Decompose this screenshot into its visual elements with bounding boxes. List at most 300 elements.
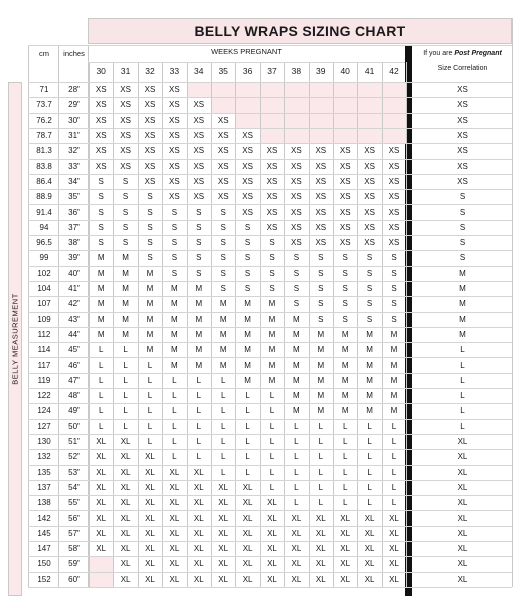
size-cell: S bbox=[269, 238, 275, 248]
grid-vline bbox=[28, 45, 29, 587]
post-header-emph: Post Pregnant bbox=[454, 50, 502, 57]
post-size-cell: L bbox=[460, 360, 465, 370]
size-cell bbox=[235, 113, 259, 128]
size-cell: M bbox=[268, 375, 276, 385]
size-cell: XS bbox=[217, 176, 229, 186]
size-cell: XS bbox=[315, 176, 327, 186]
size-cell: XS bbox=[364, 238, 375, 248]
grid-vline bbox=[162, 62, 163, 587]
size-cell: XL bbox=[193, 513, 204, 523]
size-cell: L bbox=[245, 452, 250, 462]
size-cell: XL bbox=[389, 559, 399, 569]
post-size-cell: M bbox=[459, 284, 466, 294]
grid-hline bbox=[88, 62, 405, 63]
size-cell: L bbox=[269, 482, 275, 492]
size-cell: L bbox=[294, 452, 299, 462]
size-cell: M bbox=[390, 406, 398, 416]
size-cell: XL bbox=[120, 482, 131, 492]
size-cell: M bbox=[390, 391, 398, 401]
post-size-cell: S bbox=[459, 207, 466, 217]
size-cell: L bbox=[294, 498, 299, 508]
size-cell: XL bbox=[145, 452, 155, 462]
size-cell: XS bbox=[364, 146, 375, 156]
grid-hline bbox=[28, 587, 512, 588]
size-cell: L bbox=[367, 421, 372, 431]
size-cell: XS bbox=[266, 146, 278, 156]
size-cell: XS bbox=[291, 161, 302, 171]
size-cell: S bbox=[244, 268, 251, 278]
grid-hline bbox=[28, 572, 512, 573]
size-cell: L bbox=[367, 452, 372, 462]
size-cell: M bbox=[244, 345, 251, 355]
size-cell: L bbox=[269, 437, 275, 447]
size-cell: S bbox=[98, 176, 104, 186]
size-cell: S bbox=[171, 207, 178, 217]
size-cell: M bbox=[97, 268, 105, 278]
size-cell: M bbox=[293, 391, 300, 401]
size-cell: XS bbox=[388, 176, 400, 186]
size-cell: S bbox=[366, 268, 373, 278]
size-cell: M bbox=[366, 375, 373, 385]
size-cell: XS bbox=[266, 176, 278, 186]
grid-hline bbox=[28, 235, 512, 236]
size-cell: S bbox=[196, 268, 202, 278]
size-cell: S bbox=[318, 299, 324, 309]
size-cell: XS bbox=[120, 100, 131, 110]
post-size-cell: XL bbox=[457, 559, 468, 569]
size-cell: M bbox=[293, 375, 300, 385]
size-cell: S bbox=[196, 238, 202, 248]
size-cell: XL bbox=[145, 574, 155, 584]
size-cell: M bbox=[341, 329, 349, 339]
size-cell: XS bbox=[95, 100, 107, 110]
size-cell: L bbox=[367, 467, 372, 477]
cm-cell: 102 bbox=[37, 268, 51, 278]
size-cell: M bbox=[195, 360, 203, 370]
inches-cell: 48" bbox=[68, 391, 80, 401]
size-cell: M bbox=[171, 284, 178, 294]
inches-cell: 41" bbox=[68, 284, 80, 294]
size-cell: XL bbox=[291, 559, 302, 569]
grid-hline bbox=[28, 465, 512, 466]
inches-cell: 60" bbox=[68, 574, 80, 584]
size-cell: M bbox=[293, 329, 300, 339]
cm-cell: 127 bbox=[37, 421, 51, 431]
size-cell: XS bbox=[144, 85, 156, 95]
size-cell: XL bbox=[218, 513, 229, 523]
size-cell: XS bbox=[95, 146, 107, 156]
size-cell: XL bbox=[242, 528, 253, 538]
size-cell: S bbox=[293, 299, 300, 309]
size-cell: XL bbox=[242, 559, 253, 569]
size-cell: XS bbox=[144, 100, 156, 110]
size-cell: XS bbox=[291, 207, 302, 217]
size-cell: M bbox=[195, 345, 203, 355]
side-label: BELLY MEASUREMENT bbox=[10, 293, 20, 385]
week-header: 40 bbox=[340, 66, 350, 76]
size-cell: L bbox=[342, 498, 348, 508]
cm-cell: 117 bbox=[37, 360, 51, 370]
inches-cell: 33" bbox=[68, 161, 80, 171]
size-cell: S bbox=[220, 253, 226, 263]
size-cell: XL bbox=[218, 574, 229, 584]
size-cell: XL bbox=[193, 467, 204, 477]
size-cell: XS bbox=[120, 85, 131, 95]
size-cell: XS bbox=[242, 131, 253, 141]
post-size-cell: XS bbox=[457, 161, 468, 171]
size-cell: XS bbox=[364, 192, 375, 202]
size-cell: L bbox=[245, 421, 250, 431]
size-cell: S bbox=[220, 284, 226, 294]
size-cell bbox=[211, 82, 235, 97]
size-cell: XS bbox=[144, 115, 156, 125]
size-cell: M bbox=[268, 360, 276, 370]
size-cell: XS bbox=[266, 207, 278, 217]
size-cell: XS bbox=[242, 192, 253, 202]
size-cell: S bbox=[171, 253, 178, 263]
size-cell: XS bbox=[364, 207, 375, 217]
post-size-cell: XS bbox=[457, 85, 468, 95]
size-cell: M bbox=[146, 314, 154, 324]
cm-header: cm bbox=[39, 49, 49, 58]
size-cell: XL bbox=[145, 498, 155, 508]
size-cell: XL bbox=[96, 528, 107, 538]
size-cell: L bbox=[123, 375, 128, 385]
size-cell: S bbox=[318, 284, 324, 294]
inches-header: inches bbox=[63, 49, 85, 58]
size-cell bbox=[284, 82, 308, 97]
size-cell: M bbox=[268, 329, 276, 339]
size-cell: L bbox=[220, 437, 226, 447]
size-cell: XL bbox=[193, 482, 204, 492]
weeks-header: WEEKS PREGNANT bbox=[211, 47, 282, 56]
cm-cell: 114 bbox=[37, 345, 51, 355]
grid-vline bbox=[89, 62, 90, 587]
size-cell: XS bbox=[388, 192, 400, 202]
inches-cell: 39" bbox=[68, 253, 80, 263]
size-cell: L bbox=[367, 498, 372, 508]
size-cell: XL bbox=[120, 528, 131, 538]
grid-hline bbox=[28, 312, 512, 313]
size-cell: S bbox=[122, 207, 129, 217]
size-cell: S bbox=[220, 268, 226, 278]
size-cell: M bbox=[219, 360, 227, 370]
size-cell: M bbox=[317, 375, 325, 385]
grid-hline bbox=[28, 296, 512, 297]
size-cell: XS bbox=[144, 146, 156, 156]
size-cell: XL bbox=[218, 482, 229, 492]
size-cell: XL bbox=[267, 544, 277, 554]
size-cell: L bbox=[342, 482, 348, 492]
size-cell: M bbox=[97, 329, 105, 339]
size-cell bbox=[357, 97, 381, 112]
post-size-cell: L bbox=[460, 406, 465, 416]
size-cell: M bbox=[97, 299, 105, 309]
size-cell: XS bbox=[339, 146, 351, 156]
size-cell: L bbox=[98, 360, 104, 370]
size-cell: M bbox=[122, 314, 129, 324]
size-cell: XS bbox=[339, 238, 351, 248]
size-cell: L bbox=[123, 345, 128, 355]
inches-cell: 58" bbox=[68, 544, 80, 554]
week-header: 42 bbox=[389, 66, 399, 76]
grid-vline bbox=[88, 45, 89, 587]
grid-hline bbox=[28, 495, 512, 496]
size-cell bbox=[382, 113, 406, 128]
week-header: 36 bbox=[242, 66, 253, 76]
size-cell: XS bbox=[364, 222, 375, 232]
post-header-line2: Size Correlation bbox=[437, 65, 488, 72]
size-cell: XL bbox=[120, 467, 131, 477]
cm-cell: 81.3 bbox=[36, 146, 52, 156]
post-size-cell: XL bbox=[457, 467, 468, 477]
size-cell: XS bbox=[217, 131, 229, 141]
size-cell: M bbox=[244, 360, 251, 370]
size-cell: L bbox=[196, 452, 202, 462]
grid-hline bbox=[28, 204, 512, 205]
size-cell: L bbox=[172, 437, 177, 447]
size-cell bbox=[211, 97, 235, 112]
size-cell: XL bbox=[120, 559, 131, 569]
size-cell: XS bbox=[169, 146, 180, 156]
size-cell: M bbox=[171, 345, 178, 355]
size-cell: M bbox=[317, 391, 325, 401]
size-cell: L bbox=[98, 421, 104, 431]
size-cell: M bbox=[293, 406, 300, 416]
size-cell: M bbox=[122, 299, 129, 309]
cm-cell: 88.9 bbox=[36, 192, 52, 202]
size-cell: XL bbox=[169, 528, 180, 538]
size-cell: XL bbox=[242, 498, 253, 508]
size-cell: S bbox=[391, 253, 397, 263]
size-cell: M bbox=[317, 406, 325, 416]
size-cell: L bbox=[123, 360, 128, 370]
grid-vline bbox=[235, 62, 236, 587]
chart-title: BELLY WRAPS SIZING CHART bbox=[88, 18, 512, 44]
size-cell: S bbox=[293, 253, 300, 263]
grid-hline bbox=[28, 174, 512, 175]
cm-cell: 124 bbox=[37, 406, 51, 416]
post-size-cell: XS bbox=[457, 176, 468, 186]
cm-cell: 107 bbox=[37, 299, 51, 309]
size-cell: XL bbox=[96, 498, 107, 508]
size-cell: M bbox=[341, 360, 349, 370]
size-cell: L bbox=[172, 391, 177, 401]
grid-vline bbox=[187, 62, 188, 587]
size-cell: XL bbox=[169, 544, 180, 554]
size-cell: M bbox=[244, 299, 251, 309]
size-cell: XL bbox=[242, 544, 253, 554]
size-cell: S bbox=[244, 238, 251, 248]
size-cell: M bbox=[122, 329, 129, 339]
size-cell: M bbox=[366, 345, 373, 355]
size-cell bbox=[309, 128, 333, 143]
size-cell: XL bbox=[120, 437, 131, 447]
size-cell: XL bbox=[315, 574, 326, 584]
size-cell: XL bbox=[193, 544, 204, 554]
grid-vline bbox=[284, 62, 285, 587]
size-cell: XL bbox=[242, 513, 253, 523]
size-cell: L bbox=[367, 482, 372, 492]
size-cell: XS bbox=[95, 115, 107, 125]
size-cell: XL bbox=[340, 574, 351, 584]
size-cell: M bbox=[171, 314, 178, 324]
size-cell: S bbox=[196, 253, 202, 263]
size-cell: L bbox=[294, 467, 299, 477]
size-cell: M bbox=[146, 268, 154, 278]
size-cell: XS bbox=[144, 131, 156, 141]
grid-vline bbox=[138, 62, 139, 587]
size-cell: S bbox=[293, 268, 300, 278]
size-cell: M bbox=[341, 345, 349, 355]
cm-cell: 91.4 bbox=[36, 207, 52, 217]
size-cell bbox=[333, 82, 357, 97]
grid-hline bbox=[28, 556, 512, 557]
size-cell: L bbox=[294, 437, 299, 447]
size-cell: M bbox=[97, 284, 105, 294]
size-cell bbox=[235, 97, 259, 112]
size-cell: S bbox=[147, 222, 153, 232]
post-size-cell: XL bbox=[457, 528, 468, 538]
size-cell: L bbox=[196, 421, 202, 431]
size-cell: M bbox=[195, 284, 203, 294]
post-size-cell: S bbox=[459, 192, 466, 202]
size-cell: L bbox=[147, 406, 153, 416]
grid-vline bbox=[58, 45, 59, 587]
grid-vline bbox=[211, 62, 212, 587]
size-cell: L bbox=[294, 482, 299, 492]
size-cell bbox=[382, 97, 406, 112]
size-cell: S bbox=[318, 253, 324, 263]
size-cell: L bbox=[220, 375, 226, 385]
size-cell: L bbox=[391, 482, 397, 492]
size-cell: XL bbox=[267, 528, 277, 538]
size-cell: S bbox=[98, 222, 104, 232]
size-cell: M bbox=[366, 406, 373, 416]
size-cell: M bbox=[146, 299, 154, 309]
size-cell: XS bbox=[169, 192, 180, 202]
size-cell: XL bbox=[193, 559, 204, 569]
inches-cell: 54" bbox=[68, 482, 80, 492]
size-cell: XL bbox=[267, 513, 277, 523]
size-cell: S bbox=[171, 238, 178, 248]
size-cell: XS bbox=[169, 176, 180, 186]
size-cell bbox=[333, 128, 357, 143]
cm-cell: 109 bbox=[37, 314, 51, 324]
size-cell bbox=[284, 128, 308, 143]
size-cell: XS bbox=[169, 115, 180, 125]
size-cell: M bbox=[341, 391, 349, 401]
size-cell: L bbox=[172, 406, 177, 416]
size-cell: XL bbox=[218, 559, 229, 569]
size-cell: S bbox=[98, 192, 104, 202]
inches-cell: 34" bbox=[68, 176, 80, 186]
size-cell: XS bbox=[339, 161, 351, 171]
size-cell: L bbox=[196, 391, 202, 401]
size-cell: M bbox=[171, 299, 178, 309]
size-cell: XS bbox=[315, 222, 327, 232]
post-size-cell: XL bbox=[457, 498, 468, 508]
size-cell bbox=[89, 572, 113, 587]
size-cell: XL bbox=[291, 528, 302, 538]
size-cell: S bbox=[220, 222, 226, 232]
size-cell: XL bbox=[169, 513, 180, 523]
size-cell bbox=[260, 82, 284, 97]
inches-cell: 38" bbox=[68, 238, 80, 248]
size-cell: XL bbox=[242, 482, 253, 492]
size-cell: XS bbox=[120, 146, 131, 156]
cm-cell: 78.7 bbox=[36, 131, 52, 141]
size-cell: XS bbox=[193, 176, 205, 186]
size-cell: XL bbox=[315, 513, 326, 523]
post-header-line1 bbox=[413, 46, 512, 61]
size-cell: L bbox=[147, 421, 153, 431]
size-cell: XS bbox=[242, 146, 253, 156]
size-cell: XL bbox=[340, 544, 351, 554]
size-cell: XL bbox=[218, 498, 229, 508]
size-cell: S bbox=[147, 238, 153, 248]
size-cell: M bbox=[122, 268, 129, 278]
size-cell: S bbox=[244, 284, 251, 294]
size-cell: M bbox=[268, 299, 276, 309]
size-cell: L bbox=[391, 452, 397, 462]
size-cell: L bbox=[220, 391, 226, 401]
size-cell: XL bbox=[267, 559, 277, 569]
size-cell: S bbox=[122, 176, 129, 186]
cm-cell: 94 bbox=[39, 222, 49, 232]
post-size-cell: M bbox=[459, 299, 466, 309]
size-cell bbox=[260, 128, 284, 143]
size-cell bbox=[187, 82, 211, 97]
size-cell: M bbox=[97, 253, 105, 263]
size-cell: M bbox=[244, 329, 251, 339]
size-cell: XS bbox=[291, 192, 302, 202]
week-header: 37 bbox=[267, 66, 277, 76]
size-cell: L bbox=[269, 421, 275, 431]
size-cell: XL bbox=[340, 559, 351, 569]
size-cell: XS bbox=[193, 131, 205, 141]
cm-cell: 147 bbox=[37, 544, 51, 554]
size-cell: M bbox=[219, 329, 227, 339]
post-size-cell: S bbox=[459, 253, 466, 263]
size-cell: L bbox=[342, 421, 348, 431]
size-cell bbox=[235, 82, 259, 97]
size-cell bbox=[260, 97, 284, 112]
size-cell: L bbox=[98, 375, 104, 385]
size-cell: S bbox=[244, 222, 251, 232]
size-cell: XS bbox=[95, 131, 107, 141]
size-cell: XS bbox=[339, 176, 351, 186]
size-cell: XS bbox=[315, 192, 327, 202]
size-cell: XL bbox=[218, 528, 229, 538]
inches-cell: 32" bbox=[68, 146, 80, 156]
size-cell: L bbox=[98, 391, 104, 401]
size-cell bbox=[89, 556, 113, 571]
grid-hline bbox=[28, 342, 512, 343]
size-cell: M bbox=[146, 345, 154, 355]
size-cell: XL bbox=[364, 574, 375, 584]
inches-cell: 28" bbox=[68, 85, 80, 95]
size-cell: S bbox=[318, 314, 324, 324]
size-cell: XS bbox=[242, 176, 253, 186]
size-cell: M bbox=[317, 329, 325, 339]
post-size-cell: XS bbox=[457, 115, 468, 125]
grid-hline bbox=[28, 143, 512, 144]
size-cell: XS bbox=[193, 146, 205, 156]
size-cell: XS bbox=[339, 192, 351, 202]
post-size-cell: M bbox=[459, 268, 466, 278]
size-cell: M bbox=[366, 360, 373, 370]
